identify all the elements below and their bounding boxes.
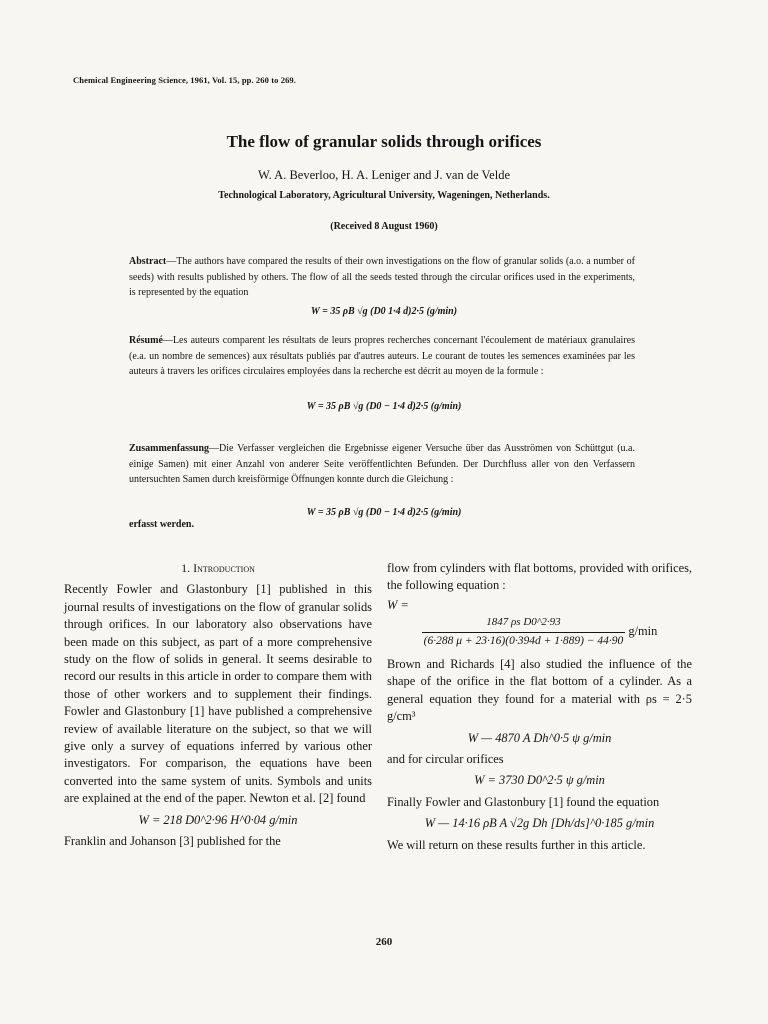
abstract-equation: W = 35 ρB √g (D0 1·4 d)2·5 (g/min) [310,306,458,317]
zusammenfassung-equation: W = 35 ρB √g (D0 − 1·4 d)2·5 (g/min) [306,507,462,518]
flat-bottom-paragraph: flow from cylinders with flat bottoms, provided with orifices, the following equation : [387,561,692,593]
zusammenfassung-block [129,441,635,488]
abstract-text: —The authors have compared the results of their own investigations on the flow of granular solids (a.o. a number of seeds) with results published by others. The flow of all the seeds tested through the circular orifices used in the experiments, is represented by the equation [129,256,635,298]
resume-text: —Les auteurs comparent les résultats de leurs propres recherches concernant l'écoulement de matériaux granulaires (e.a. un nombre de semences) aux résultats publiés par d'autres auteurs. Le courant de toutes les semences examinées par les auteurs à travers les orifices circulaires employées dans la recherche est décrit au moyen de la formule : [129,335,635,377]
brown-richards-paragraph: Brown and Richards [4] also studied the influence of the shape of the orifice in the flat bottom of a cylinder. As a general equation they found for a material with ρs = 2·5 g/cm³ [387,657,692,724]
received-date: (Received 8 August 1960) [330,221,438,232]
closing-paragraph: We will return on these results further in this article. [387,837,646,852]
resume-block [129,333,635,380]
author-list: W. A. Beverloo, H. A. Leniger and J. van de Velde [257,168,511,182]
franklin-fraction [422,614,626,650]
section-heading: 1. Introduction [181,561,255,575]
journal-citation: Chemical Engineering Science, 1961, Vol. 15, pp. 260 to 269. [73,75,296,85]
resume-label: Résumé [129,335,163,346]
abstract-label: Abstract [129,256,167,267]
affiliation: Technological Laboratory, Agricultural University, Wageningen, Netherlands. [218,190,550,201]
franklin-paragraph: Franklin and Johanson [3] published for the [64,834,281,849]
page-number: 260 [375,936,393,948]
zusammenfassung-text: —Die Verfasser vergleichen die Ergebnisse eigener Versuche über das Ausströmen von Schüttgut (u.a. einige Samen) mit einer Anzahl von anderer Seite veröffentlichten Befunden. Der Durchfluss aller von den Verfassern untersuchten Samen durch kreisförmige Öffnungen konnte durch die Gleichung : [129,443,635,485]
franklin-equation-lhs: W = [387,597,409,612]
franklin-equation [387,597,692,650]
paper-title: The flow of granular solids through orifices [226,132,542,151]
fraction-denominator: (6·288 μ + 23·16)(0·394d + 1·889) − 44·90 [423,634,624,647]
zusammenfassung-tail: erfasst werden. [129,519,194,530]
fowler-equation: W — 14·16 ρB A √2g Dh [Dh/ds]^0·185 g/min [424,816,655,831]
fraction-numerator: 1847 ρs D0^2·93 [422,614,626,632]
left-column [64,560,372,851]
circular-equation: W = 3730 D0^2·5 ψ g/min [474,773,605,788]
newton-equation: W = 218 D0^2·96 H^0·04 g/min [138,812,298,827]
zusammenfassung-label: Zusammenfassung [129,443,210,454]
circular-orifices-text: and for circular orifices [387,752,504,767]
intro-paragraph: Recently Fowler and Glastonbury [1] published in this journal results of investigations on the flow of granular solids through orifices. In our laboratory also observations have been made on this subject, as part of a more comprehensive study on the flow of solids in general. It seems desirable to record our results in this article in order to compare them with those of other workers and to supplement their findings. Fowler and Glastonbury [1] have published a comprehensive review of available literature on the subject, so that we will give only a survey of equations inferred by various other investigators. For comparison, the equations have been converted into the same system of units. Symbols and units are explained at the end of the paper. Newton et al. [2] found [64,582,372,806]
right-column [387,560,692,854]
abstract-block [129,254,635,301]
fraction-unit: g/min [628,623,658,638]
brown-equation: W — 4870 A Dh^0·5 ψ g/min [467,730,612,745]
fowler-paragraph: Finally Fowler and Glastonbury [1] found the equation [387,794,660,809]
resume-equation: W = 35 ρB √g (D0 − 1·4 d)2·5 (g/min) [306,401,462,412]
